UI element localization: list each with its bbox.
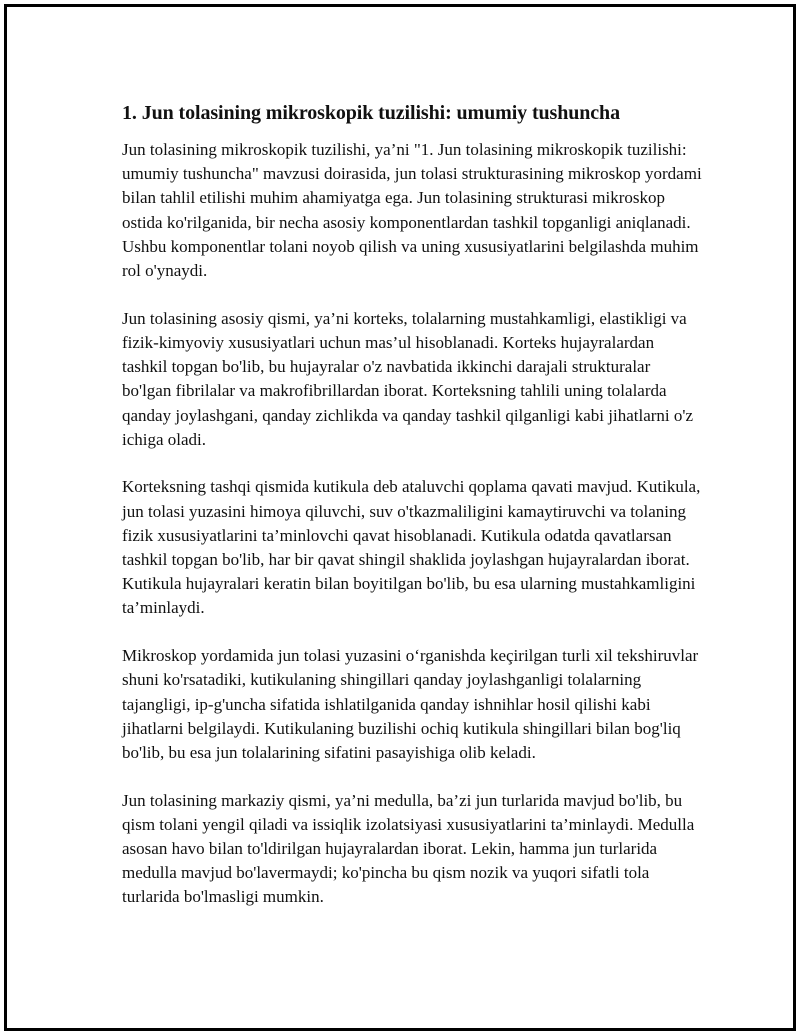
document-body: [122, 100, 702, 933]
paragraph-microscopy: Mikroskop yordamida jun tolasi yuzasini oʻrganishda keçirilgan turli xil tekshiruvlar shuni ko'rsatadiki, kutikulaning shingillari qanday joylashganligi tolalarning tajangligi, ip-g'uncha sifatida ishlatilganida qanday ishnihlar hosil qilishi kabi jihatlarni belgilaydi. Kutikulaning buzilishi ochiq kutikula shingillari bilan bog'liq bo'lib, bu esa jun tolalarining sifatini pasayishiga olib keladi.: [122, 646, 699, 762]
page-frame: [4, 4, 796, 1031]
section-heading: 1. Jun tolasining mikroskopik tuzilishi: umumiy tushuncha: [122, 102, 620, 124]
paragraph-medulla: Jun tolasining markaziy qismi, ya’ni medulla, ba’zi jun turlarida mavjud bo'lib, bu qism tolani yengil qiladi va issiqlik izolatsiyasi xususiyatlarini ta’minlaydi. Medulla asosan havo bilan to'ldirilgan hujayralardan iborat. Lekin, hamma jun turlarida medulla mavjud bo'lavermaydi; ko'pincha bu qism nozik va yuqori sifatli tola turlarida bo'lmasligi mumkin.: [122, 790, 695, 907]
paragraph-cortex: Jun tolasining asosiy qismi, ya’ni korteks, tolalarning mustahkamligi, elastikligi va fizik-kimyoviy xususiyatlari uchun mas’ul hisoblanadi. Korteks hujayralardan tashkil topgan bo'lib, bu hujayralar o'z navbatida ikkinchi darajali strukturalar bo'lgan fibrilalar va makrofibrillardan iborat. Korteksning tahlili uning tolalarda qanday joylashgani, qanday zichlikda va qanday tashkil qilganligi kabi jihatlarni o'z ichiga oladi.: [122, 308, 693, 449]
paragraph-intro: Jun tolasining mikroskopik tuzilishi, ya’ni "1. Jun tolasining mikroskopik tuzilishi: umumiy tushuncha" mavzusi doirasida, jun tolasi strukturasining mikroskop yordami bilan tahlil etilishi muhim ahamiyatga ega. Jun tolasining strukturasi mikroskop ostida ko'rilganida, bir necha asosiy komponentlardan tashkil topganligi aniqlanadi. Ushbu komponentlar tolani noyob qilish va uning xususiyatlarini belgilashda muhim rol o'ynaydi.: [122, 140, 702, 281]
paragraph-cuticle: Korteksning tashqi qismida kutikula deb ataluvchi qoplama qavati mavjud. Kutikula, jun tolasi yuzasini himoya qiluvchi, suv o'tkazmaliligini kamaytiruvchi va tolaning fizik xususiyatlarini ta’minlovchi qavat hisoblanadi. Kutikula odatda qavatlarsan tashkil topgan bo'lib, har bir qavat shingil shaklida joylashgan hujayralardan iborat. Kutikula hujayralari keratin bilan boyitilgan bo'lib, bu esa ularning mustahkamligini ta’minlaydi.: [122, 477, 701, 618]
